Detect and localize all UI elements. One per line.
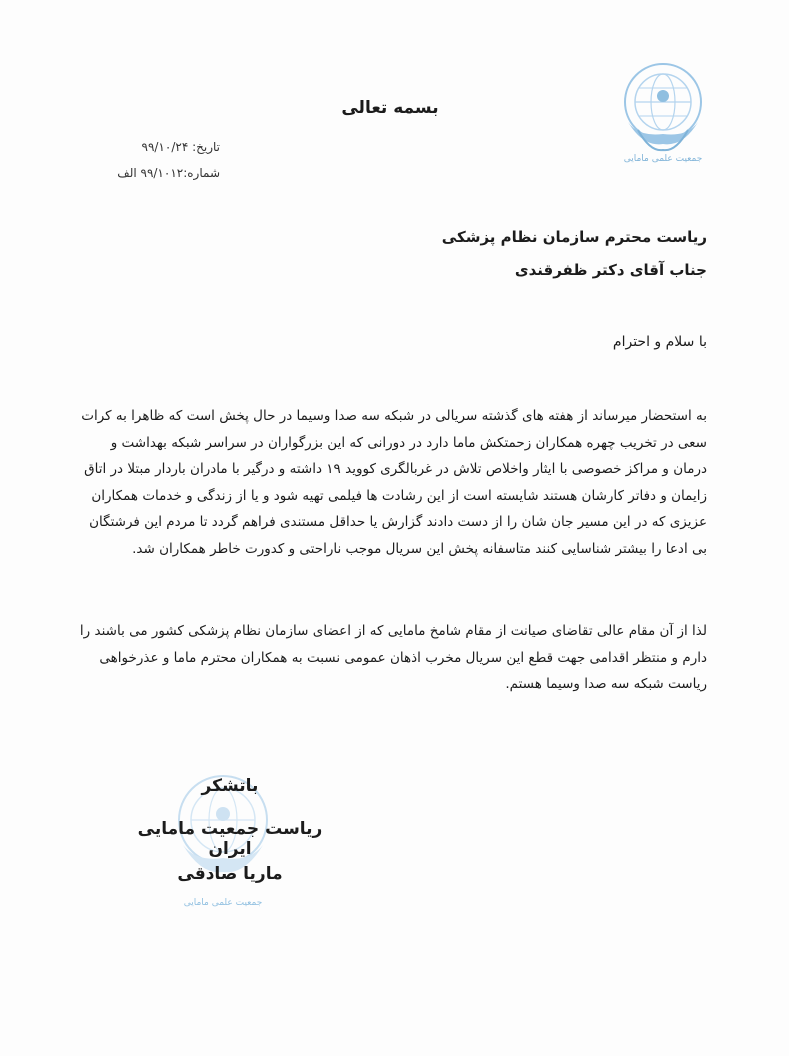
logo-caption: جمعیت علمی مامایی (623, 154, 703, 164)
recipient-name: جناب آقای دکتر ظفرقندی (514, 261, 707, 279)
letter-date: تاریخ: ۹۹/۱۰/۲۴ (141, 140, 220, 154)
signature-title: ریاست جمعیت مامایی ایران (137, 819, 323, 859)
signature-closing: باتشکر (201, 776, 259, 796)
greeting: با سلام و احترام (612, 334, 707, 350)
basmala-heading: بسمه تعالی (341, 98, 439, 118)
body-paragraph-1: به استحضار میرساند از هفته های گذشته سریالی در شبکه سه صدا وسیما در حال پخش است که ظاهرا به کرات سعی در تخریب چهره همکاران زحمتکش ماما دارد در دورانی که این بزرگواران در سراسر شبکه بهداشت و درمان و مراکز خصوصی با ایثار واخلاص تلاش در غربالگری کووید ۱۹ داشته و درگیر با مادران باردار مبتلا در اتاق زایمان و دفاتر کارشان هستند شایسته است از این رشادت ها فیلمی تهیه شود و یا از زندگی و خدمات همکاران عزیزی که در این مسیر جان شان را از دست دادند گزارش یا حداقل مستندی فراهم گردد تا مردم این فرشتگان بی ادعا را بیشتر شناسایی کنند متاسفانه پخش این سریال موجب ناراحتی و کدورت خاطر همکاران شد. (81, 408, 707, 557)
body-paragraph-2: لذا از آن مقام عالی تقاضای صیانت از مقام شامخ مامایی که از اعضای سازمان نظام پزشکی کشور می باشند را دارم و منتظر اقدامی جهت قطع این سریال مخرب اذهان عمومی نسبت به همکاران محترم ماما و عذرخواهی ریاست شبکه سه صدا وسیما هستم. (79, 623, 707, 692)
stamp-caption: جمعیت علمی مامایی (183, 898, 263, 908)
recipient-organization: ریاست محترم سازمان نظام پزشکی (441, 228, 707, 246)
signature-name: ماریا صادقی (177, 864, 283, 884)
letter-number: شماره:۹۹/۱۰۱۲ الف (117, 166, 220, 180)
